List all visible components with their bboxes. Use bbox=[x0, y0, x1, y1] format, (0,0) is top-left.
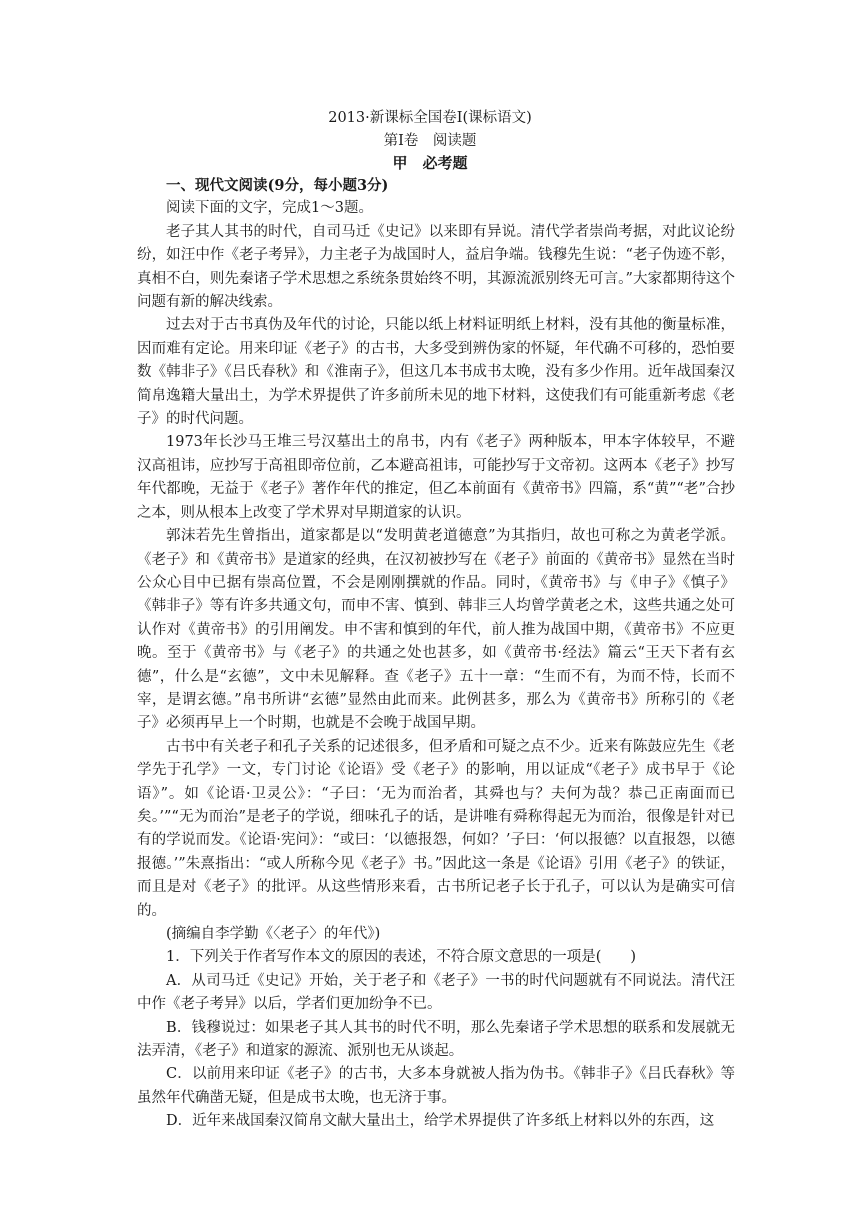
passage-paragraph: 老子其人其书的时代，自司马迁《史记》以来即有异说。清代学者崇尚考据，对此议论纷纷，如汪中作《老子考异》，力主老子为战国时人，益启争端。钱穆先生说：“老子伪迹不彰，真相不白，则先秦诸子学术思想之系统条贯始终不明，其源流派别终无可言。”大家都期待这个问题有新的解决线索。 bbox=[137, 223, 735, 311]
question-option-b: B．钱穆说过：如果老子其人其书的时代不明，那么先秦诸子学术思想的联系和发展就无法弄清，《老子》和道家的源流、派别也无从谈起。 bbox=[137, 1019, 735, 1060]
question-stem: 1．下列关于作者写作本文的原因的表述，不符合原文意思的一项是( ) bbox=[166, 949, 637, 966]
exam-content bbox=[137, 174, 735, 1134]
passage-paragraph: 过去对于古书真伪及年代的讨论，只能以纸上材料证明纸上材料，没有其他的衡量标准，因而难有定论。用来印证《老子》的古书，大多受到辨伪家的怀疑，年代确不可移的，恐怕要数《韩非子》《吕氏春秋》和《淮南子》，但这几本书成书太晚，没有多少作用。近年战国秦汉简帛逸籍大量出土，为学术界提供了许多前所未见的地下材料，这使我们有可能重新考虑《老子》的时代问题。 bbox=[137, 317, 735, 428]
question-option-c: C．以前用来印证《老子》的古书，大多本身就被人指为伪书。《韩非子》《吕氏春秋》等虽然年代确凿无疑，但是成书太晚，也无济于事。 bbox=[137, 1066, 735, 1106]
question-option-a: A．从司马迁《史记》开始，关于老子和《老子》一书的时代问题就有不同说法。清代汪中作《老子考异》以后，学者们更加纷争不已。 bbox=[137, 972, 735, 1013]
passage-source: (摘编自李学勤《〈老子〉的年代》) bbox=[166, 926, 381, 942]
exam-title: 2013·新课标全国卷Ⅰ(课标语文) bbox=[328, 110, 532, 126]
section-title: 甲 必考题 bbox=[392, 154, 468, 172]
volume-title: 第Ⅰ卷 阅读题 bbox=[383, 133, 477, 149]
question-option-d: D．近年来战国秦汉简帛文献大量出土，给学术界提供了许多纸上材料以外的东西，这 bbox=[166, 1113, 715, 1130]
reading-instruction: 阅读下面的文字，完成1～3题。 bbox=[166, 200, 373, 217]
passage-paragraph: 1973年长沙马王堆三号汉墓出土的帛书，内有《老子》两种版本，甲本字体较早，不避汉高祖讳，应抄写于高祖即帝位前，乙本避高祖讳，可能抄写于文帝初。这两本《老子》抄写年代都晚，无益于《老子》著作年代的推定，但乙本前面有《黄帝书》四篇，系“黄”“老”合抄之本，则从根本上改变了学术界对早期道家的认识。 bbox=[137, 434, 735, 521]
passage-paragraph: 郭沫若先生曾指出，道家都是以“发明黄老道德意”为其指归，故也可称之为黄老学派。《老子》和《黄帝书》是道家的经典，在汉初被抄写在《老子》前面的《黄帝书》显然在当时公众心目中已据有崇高位置，不会是刚刚撰就的作品。同时，《黄帝书》与《申子》《慎子》《韩非子》等有许多共通文句，而申不害、慎到、韩非三人均曾学黄老之术，这些共通之处可认作对《黄帝书》的引用阐发。申不害和慎到的年代，前人推为战国中期，《黄帝书》不应更晚。至于《黄帝书》与《老子》的共通之处也甚多，如《黄帝书·经法》篇云“王天下者有玄德”，什么是“玄德”，文中未见解释。查《老子》五十一章：“生而不有，为而不恃，长而不宰，是谓玄德。”帛书所讲“玄德”显然由此而来。此例甚多，那么为《黄帝书》所称引的《老子》必须再早上一个时期，也就是不会晚于战国早期。 bbox=[137, 528, 735, 732]
reading-section-heading: 一、现代文阅读(9分，每小题3分) bbox=[166, 177, 389, 194]
passage-paragraph: 古书中有关老子和孔子关系的记述很多，但矛盾和可疑之点不少。近来有陈鼓应先生《老学先于孔学》一文，专门讨论《论语》受《老子》的影响，用以证成“《老子》成书早于《论语》”。如《论语·卫灵公》：“子曰：‘无为而治者，其舜也与？夫何为哉？恭己正南面而已矣。’”“无为而治”是老子的学说，细味孔子的话，是讲唯有舜称得起无为而治，很像是针对已有的学说而发。《论语·宪问》：“或曰：‘以德报怨，何如？’子曰：‘何以报德？以直报怨，以德报德。’”朱熹指出：“或人所称今见《老子》书。”因此这一条是《论语》引用《老子》的铁证，而且是对《老子》的批评。从这些情形来看，古书所记老子长于孔子，可以认为是确实可信的。 bbox=[137, 738, 735, 919]
